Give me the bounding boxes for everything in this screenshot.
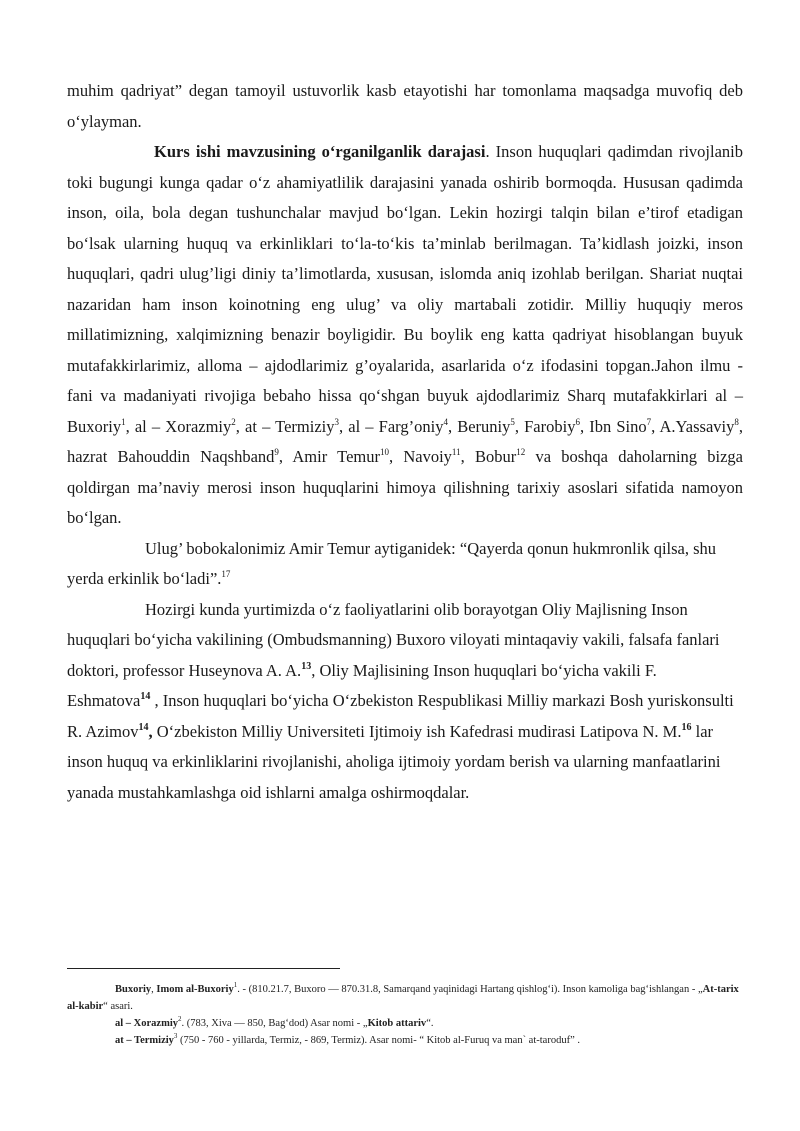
footnote-text: ,: [151, 984, 157, 995]
footnote-text: “ asari.: [103, 1001, 133, 1012]
paragraph-literature-review: [67, 137, 743, 534]
text-run: Hozirgi kunda yurtimizda o‘z faoliyatlarini olib borayotgan Oliy Majlisning Inson huquqlari bo‘yicha vakilining (Ombudsmanning) Buxoro viloyati mintaqaviy vakili, falsafa fanlari doktori, professor Huseynova A. A.: [67, 599, 720, 680]
footnote-ref: 10: [379, 447, 389, 457]
footnote-ref: 14: [138, 721, 149, 733]
footnote-name: Buxoriy: [115, 984, 152, 995]
text-run: , Navoiy: [388, 447, 452, 466]
footnote-name: Imom al-Buxoriy: [156, 984, 234, 995]
footnote-ref: 7: [646, 416, 652, 427]
footnote-ref: 11: [451, 447, 461, 457]
text-run: . Inson huquqlari qadimdan rivojlanib toki bugungi kunga qadar o‘z ahamiyatlilik darajasini yanada oshirib bormoqda. Hususan qadimda inson, oila, bola degan tushunchalar mavjud bo‘lgan. Lekin hozirgi talqin bilan e’tirof etadigan bo‘lsak ularning huquq va erkinliklari to‘la-to‘kis ta’minlab berilmagan. Ta’kidlash joizki, inson huquqlari, qadri ulug’ligi diniy ta’limotlarda, xususan, islomda aniq izohlab berilgan. Shariat nuqtai nazaridan ham inson koinotning eng ulug’ va oliy martabali zotidir. Milliy huquqiy meros millatimizning, xalqimizning benazir boyligidir. Bu boylik eng katta qadriyat hisoblangan buyuk mutafakkirlarimiz, alloma – ajdodlarimiz g’oyalarida, asarlarida o‘z ifodasini topgan.Jahon ilmu - fani va madaniyati rivojiga bebaho hissa qo‘shgan buyuk ajdodlarimiz Sharq mutafakkirlari al – Buxoriy: [67, 142, 743, 436]
text-run: , Ibn Sino: [579, 416, 647, 436]
footnote-name: at – Termiziy: [115, 1035, 174, 1046]
footnote-number: 2: [178, 1015, 182, 1023]
text-run: O‘zbekiston Milliy Universiteti Ijtimoiy ish Kafedrasi mudirasi Latipova N. M.: [152, 721, 682, 741]
paragraph-intro-text: muhim qadriyat” degan tamoyil ustuvorlik kasb etayotishi har tomonlama maqsadga muvofiq deb o‘ylayman.: [67, 81, 743, 131]
footnote-ref: 9: [274, 447, 279, 457]
text-run: , Beruniy: [447, 416, 511, 436]
footnote-ref: 12: [516, 447, 526, 457]
text-run: , Farobiy: [514, 416, 576, 436]
body-text: [67, 76, 743, 808]
paragraph-researchers: [67, 595, 743, 809]
footnote-divider: [67, 968, 340, 969]
text-run: , Oliy Majlisining Inson huquqlari bo‘yicha vakili F. Eshmatova: [67, 660, 657, 710]
footnote-ref: 13: [301, 660, 312, 672]
footnote-ref: 4: [443, 416, 448, 427]
footnote-ref: 3: [334, 416, 339, 427]
paragraph-quote: [67, 534, 743, 595]
footnote-2: [67, 1015, 743, 1032]
text-run: , al – Farg’oniy: [338, 416, 444, 436]
footnote-3: [67, 1032, 743, 1049]
footnote-ref: 5: [510, 416, 515, 427]
footnote-ref: 1: [121, 416, 126, 427]
footnote-ref: 8: [734, 416, 739, 427]
text-run: , at – Termiziy: [235, 416, 335, 436]
footnote-number: 1: [233, 981, 238, 989]
text-run: , hazrat Bahouddin Naqshband: [67, 416, 743, 466]
footnote-1: [67, 981, 743, 1015]
footnote-number: 3: [173, 1032, 178, 1040]
paragraph-intro: [67, 76, 743, 137]
text-run: va boshqa daholarning bizga qoldirgan ma’naviy merosi inson huquqlarini himoya qilishning tarixiy asoslari sifatida namoyon bo‘lgan.: [67, 447, 744, 527]
footnote-title: Kitob attariv: [367, 1018, 427, 1029]
footnote-ref: 16: [681, 721, 692, 733]
text-run: , Amir Temur: [278, 447, 380, 466]
footnote-ref: 6: [575, 416, 580, 427]
text-run: , A.Yassaviy: [651, 416, 735, 436]
text-run: , Bobur: [460, 447, 517, 466]
text-run: , Inson huquqlari bo‘yicha O‘zbekiston Respublikasi Milliy markazi Bosh yuriskonsulti R. Azimov: [67, 691, 734, 741]
text-run: ,: [148, 721, 153, 741]
footnote-text: . - (810.21.7, Buxoro — 870.31.8, Samarqand yaqinidagi Hartang qishlog‘i). Inson kamoliga bag‘ishlangan - „: [237, 984, 703, 995]
quote-text: Ulug’ bobokalonimiz Amir Temur aytiganidek: “Qayerda qonun hukmronlik qilsa, shu yerda erkinlik bo‘ladi”.: [67, 538, 717, 588]
footnote-ref: 17: [221, 569, 231, 579]
footnote-name: al – Xorazmiy: [115, 1018, 178, 1029]
footnote-text: . (783, Xiva — 850, Bag‘dod) Asar nomi - „: [181, 1018, 368, 1029]
footnote-ref: 14: [140, 691, 151, 702]
footnotes: [67, 981, 743, 1049]
section-heading: Kurs ishi mavzusining o‘rganilganlik darajasi: [154, 142, 486, 161]
text-run: , al – Xorazmiy: [125, 416, 232, 436]
footnote-title: At-tarix al-kabir: [67, 984, 739, 1012]
footnote-text: (750 - 760 - yillarda, Termiz, - 869, Termiz). Asar nomi- “ Kitob al-Furuq va man` at-taroduf” .: [177, 1035, 580, 1046]
footnote-ref: 2: [231, 416, 236, 427]
footnote-text: “.: [426, 1018, 434, 1029]
text-run: lar inson huquq va erkinliklarini rivojlanishi, aholiga ijtimoiy yordam berish va ularning manfaatlarini yanada mustahkamlashga oid ishlarni amalga oshirmoqdalar.: [67, 721, 721, 802]
